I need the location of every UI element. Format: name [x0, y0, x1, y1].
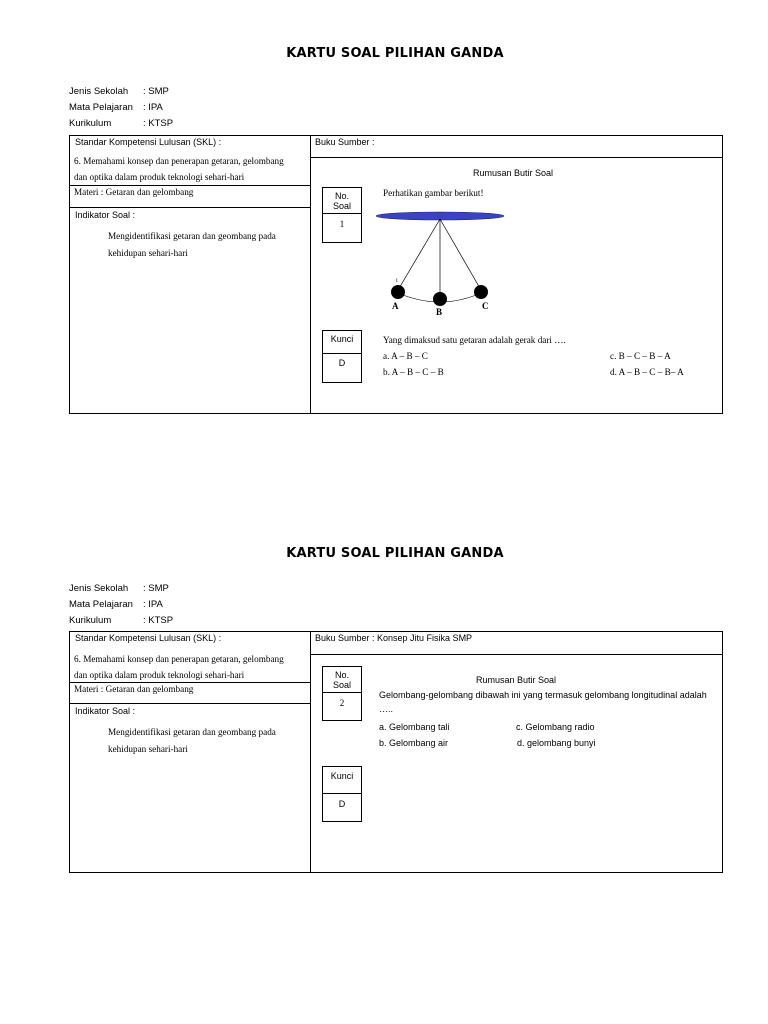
kunci-label: Kunci: [330, 771, 354, 781]
option-b: b. A – B – C – B: [383, 367, 444, 377]
kunci-label: Kunci: [330, 334, 354, 344]
option-c: c. B – C – B – A: [610, 351, 671, 361]
kunci-box: [322, 766, 362, 822]
meta-label: Kurikulum: [69, 615, 112, 626]
materi-text: Materi : Getaran dan gelombang: [74, 684, 194, 694]
rumusan-title: Rumusan Butir Soal: [473, 168, 554, 178]
indikator-text: kehidupan sehari-hari: [108, 744, 188, 754]
kunci-value: D: [338, 358, 346, 368]
option-a: a. A – B – C: [383, 351, 428, 361]
row-divider: [70, 703, 310, 704]
card-grid: [69, 631, 723, 873]
option-d: d. A – B – C – B– A: [610, 367, 684, 377]
figure-label-c: C: [482, 301, 489, 311]
meta-label: Mata Pelajaran: [69, 102, 133, 113]
skl-text: dan optika dalam produk teknologi sehari-hari: [74, 172, 245, 182]
meta-value: : KTSP: [143, 118, 174, 129]
meta-label: Mata Pelajaran: [69, 599, 133, 610]
indikator-label: Indikator Soal :: [75, 706, 136, 716]
card-title: KARTU SOAL PILIHAN GANDA: [286, 546, 504, 561]
figure-label-b: B: [436, 307, 443, 317]
meta-value: : SMP: [143, 86, 169, 97]
box-divider: [323, 793, 361, 794]
no-soal-label: No. Soal: [332, 191, 351, 211]
skl-label: Standar Kompetensi Lulusan (SKL) :: [75, 633, 222, 643]
no-soal-value: 1: [339, 219, 345, 229]
question-text: …..: [379, 704, 394, 714]
no-soal-box: [322, 666, 362, 721]
no-soal-value: 2: [339, 698, 345, 708]
meta-label: Jenis Sekolah: [69, 583, 129, 594]
materi-text: Materi : Getaran dan gelombang: [74, 187, 194, 197]
no-soal-label: No. Soal: [332, 670, 351, 690]
question-prompt: Perhatikan gambar berikut!: [383, 188, 484, 198]
buku-sumber: Buku Sumber :: [315, 137, 375, 147]
meta-value: : IPA: [143, 102, 163, 113]
meta-value: : KTSP: [143, 615, 174, 626]
meta-value: : IPA: [143, 599, 163, 610]
figure-label-i: i: [396, 278, 398, 284]
option-a: a. Gelombang tali: [379, 722, 450, 732]
skl-text: 6. Memahami konsep dan penerapan getaran, gelombang: [74, 156, 284, 166]
figure-label-a: A: [392, 301, 399, 311]
indikator-text: Mengidentifikasi getaran dan geombang pada: [108, 727, 276, 737]
rumusan-title: Rumusan Butir Soal: [476, 675, 557, 685]
kunci-value: D: [338, 799, 346, 809]
option-d: d. gelombang bunyi: [517, 738, 596, 748]
card-meta: [69, 581, 173, 629]
meta-label: Kurikulum: [69, 118, 112, 129]
indikator-text: kehidupan sehari-hari: [108, 248, 188, 258]
buku-sumber: Buku Sumber : Konsep Jitu Fisika SMP: [315, 633, 473, 643]
row-divider: [310, 654, 722, 655]
option-c: c. Gelombang radio: [516, 722, 595, 732]
question-text: Yang dimaksud satu getaran adalah gerak dari ….: [383, 335, 566, 345]
skl-text: 6. Memahami konsep dan penerapan getaran, gelombang: [74, 654, 284, 664]
indikator-text: Mengidentifikasi getaran dan geombang pada: [108, 231, 276, 241]
question-text: Gelombang-gelombang dibawah ini yang termasuk gelombang longitudinal adalah: [379, 690, 707, 700]
skl-label: Standar Kompetensi Lulusan (SKL) :: [75, 137, 222, 147]
skl-text: dan optika dalam produk teknologi sehari-hari: [74, 670, 245, 680]
meta-value: : SMP: [143, 583, 169, 594]
card-title: KARTU SOAL PILIHAN GANDA: [286, 46, 504, 61]
row-divider: [70, 682, 310, 683]
column-divider: [310, 632, 311, 872]
box-divider: [323, 692, 361, 693]
indikator-label: Indikator Soal :: [75, 210, 136, 220]
meta-label: Jenis Sekolah: [69, 86, 129, 97]
option-b: b. Gelombang air: [379, 738, 449, 748]
